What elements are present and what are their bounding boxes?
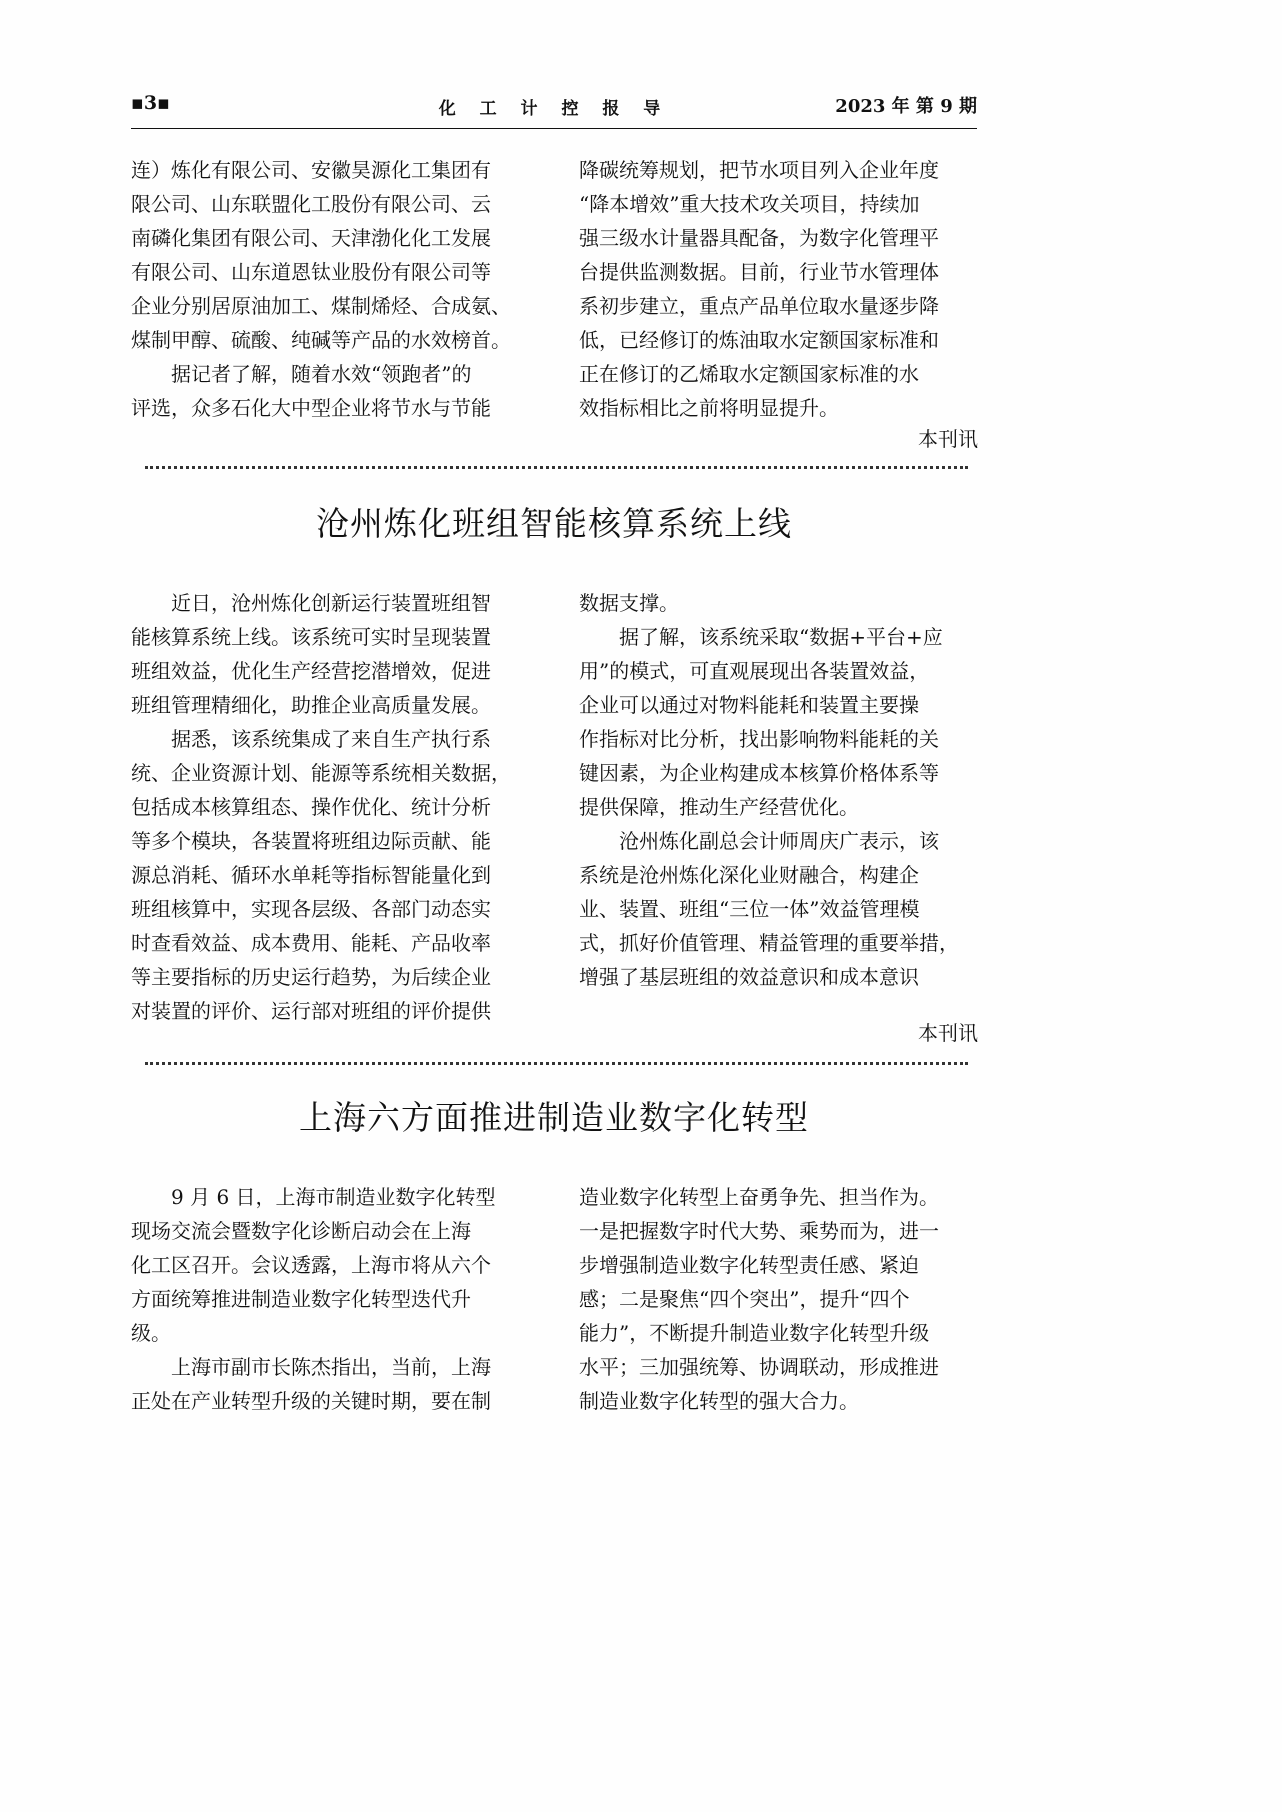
issue-label: 2023 年 第 9 期: [835, 96, 977, 117]
text-line: 低，已经修订的炼油取水定额国家标准和: [579, 328, 939, 352]
text-line: 系统是沧州炼化深化业财融合，构建企: [579, 863, 919, 887]
text-line: 班组效益，优化生产经营挖潜增效，促进: [131, 659, 491, 683]
text-line: 限公司、山东联盟化工股份有限公司、云: [131, 192, 491, 216]
text-line: 水平；三加强统筹、协调联动，形成推进: [579, 1355, 939, 1379]
text-line: 源总消耗、循环水单耗等指标智能量化到: [131, 863, 491, 887]
text-line: 连）炼化有限公司、安徽昊源化工集团有: [131, 158, 491, 182]
text-line: 级。: [131, 1321, 171, 1345]
text-line: 式，抓好价值管理、精益管理的重要举措，: [579, 931, 959, 955]
article1-left-column: [131, 153, 531, 425]
article2-left-column: [131, 586, 531, 1028]
text-line: 企业可以通过对物料能耗和装置主要操: [579, 693, 919, 717]
text-line: 班组管理精细化，助推企业高质量发展。: [131, 693, 491, 717]
text-line: 等主要指标的历史运行趋势，为后续企业: [131, 965, 491, 989]
text-line: 制造业数字化转型的强大合力。: [579, 1389, 859, 1413]
text-line: 化工区召开。会议透露，上海市将从六个: [131, 1253, 491, 1277]
text-line: 作指标对比分析，找出影响物料能耗的关: [579, 727, 939, 751]
text-line: 煤制甲醇、硫酸、纯碱等产品的水效榜首。: [131, 328, 511, 352]
text-line: 班组核算中，实现各层级、各部门动态实: [131, 897, 491, 921]
text-line: 据悉，该系统集成了来自生产执行系: [131, 727, 491, 751]
text-line: 键因素，为企业构建成本核算价格体系等: [579, 761, 939, 785]
text-line: 现场交流会暨数字化诊断启动会在上海: [131, 1219, 471, 1243]
text-line: 方面统筹推进制造业数字化转型迭代升: [131, 1287, 471, 1311]
page-header: [131, 92, 977, 126]
text-line: 提供保障，推动生产经营优化。: [579, 795, 859, 819]
text-line: “降本增效”重大技术攻关项目，持续加: [579, 192, 920, 216]
text-line: 系初步建立，重点产品单位取水量逐步降: [579, 294, 939, 318]
text-line: 正处在产业转型升级的关键时期，要在制: [131, 1389, 491, 1413]
article2-right-column: [579, 586, 979, 994]
text-line: 增强了基层班组的效益意识和成本意识: [579, 965, 919, 989]
text-line: 据记者了解，随着水效“领跑者”的: [131, 362, 472, 386]
article2-title: 沧州炼化班组智能核算系统上线: [316, 504, 792, 543]
section-divider: [145, 1062, 968, 1065]
text-line: 步增强制造业数字化转型责任感、紧迫: [579, 1253, 919, 1277]
article1-right-column: [579, 153, 979, 425]
text-line: 沧州炼化副总会计师周庆广表示，该: [579, 829, 939, 853]
text-line: 近日，沧州炼化创新运行装置班组智: [131, 591, 491, 615]
text-line: 台提供监测数据。目前，行业节水管理体: [579, 260, 939, 284]
text-line: 数据支撑。: [579, 591, 679, 615]
text-line: 一是把握数字时代大势、乘势而为，进一: [579, 1219, 939, 1243]
article3-right-column: [579, 1180, 979, 1418]
text-line: 对装置的评价、运行部对班组的评价提供: [131, 999, 491, 1023]
text-line: 正在修订的乙烯取水定额国家标准的水: [579, 362, 919, 386]
text-line: 企业分别居原油加工、煤制烯烃、合成氨、: [131, 294, 511, 318]
text-line: 感；二是聚焦“四个突出”，提升“四个: [579, 1287, 910, 1311]
text-line: 强三级水计量器具配备，为数字化管理平: [579, 226, 939, 250]
text-line: 用”的模式，可直观展现出各装置效益，: [579, 659, 930, 683]
text-line: 造业数字化转型上奋勇争先、担当作为。: [579, 1185, 939, 1209]
text-line: 效指标相比之前将明显提升。: [579, 396, 839, 420]
text-line: 据了解，该系统采取“数据+平台+应: [579, 625, 943, 649]
header-rule: [131, 128, 977, 129]
text-line: 时查看效益、成本费用、能耗、产品收率: [131, 931, 491, 955]
text-line: 能核算系统上线。该系统可实时呈现装置: [131, 625, 491, 649]
article3-title: 上海六方面推进制造业数字化转型: [299, 1098, 809, 1137]
text-line: 业、装置、班组“三位一体”效益管理模: [579, 897, 920, 921]
text-line: 上海市副市长陈杰指出，当前，上海: [131, 1355, 491, 1379]
text-line: 降碳统筹规划，把节水项目列入企业年度: [579, 158, 939, 182]
article2-signature: 本刊讯: [918, 1021, 978, 1045]
article3-left-column: [131, 1180, 531, 1418]
text-line: 有限公司、山东道恩钛业股份有限公司等: [131, 260, 491, 284]
text-line: 等多个模块，各装置将班组边际贡献、能: [131, 829, 491, 853]
article1-signature: 本刊讯: [918, 427, 978, 451]
text-line: 评选，众多石化大中型企业将节水与节能: [131, 396, 491, 420]
journal-name: 化 工 计 控 报 导: [438, 99, 670, 119]
text-line: 9 月 6 日，上海市制造业数字化转型: [131, 1185, 496, 1209]
section-divider: [145, 466, 968, 469]
page-number: ▪3▪: [131, 92, 170, 114]
text-line: 南磷化集团有限公司、天津渤化化工发展: [131, 226, 491, 250]
text-line: 能力”，不断提升制造业数字化转型升级: [579, 1321, 930, 1345]
text-line: 包括成本核算组态、操作优化、统计分析: [131, 795, 491, 819]
text-line: 统、企业资源计划、能源等系统相关数据，: [131, 761, 511, 785]
